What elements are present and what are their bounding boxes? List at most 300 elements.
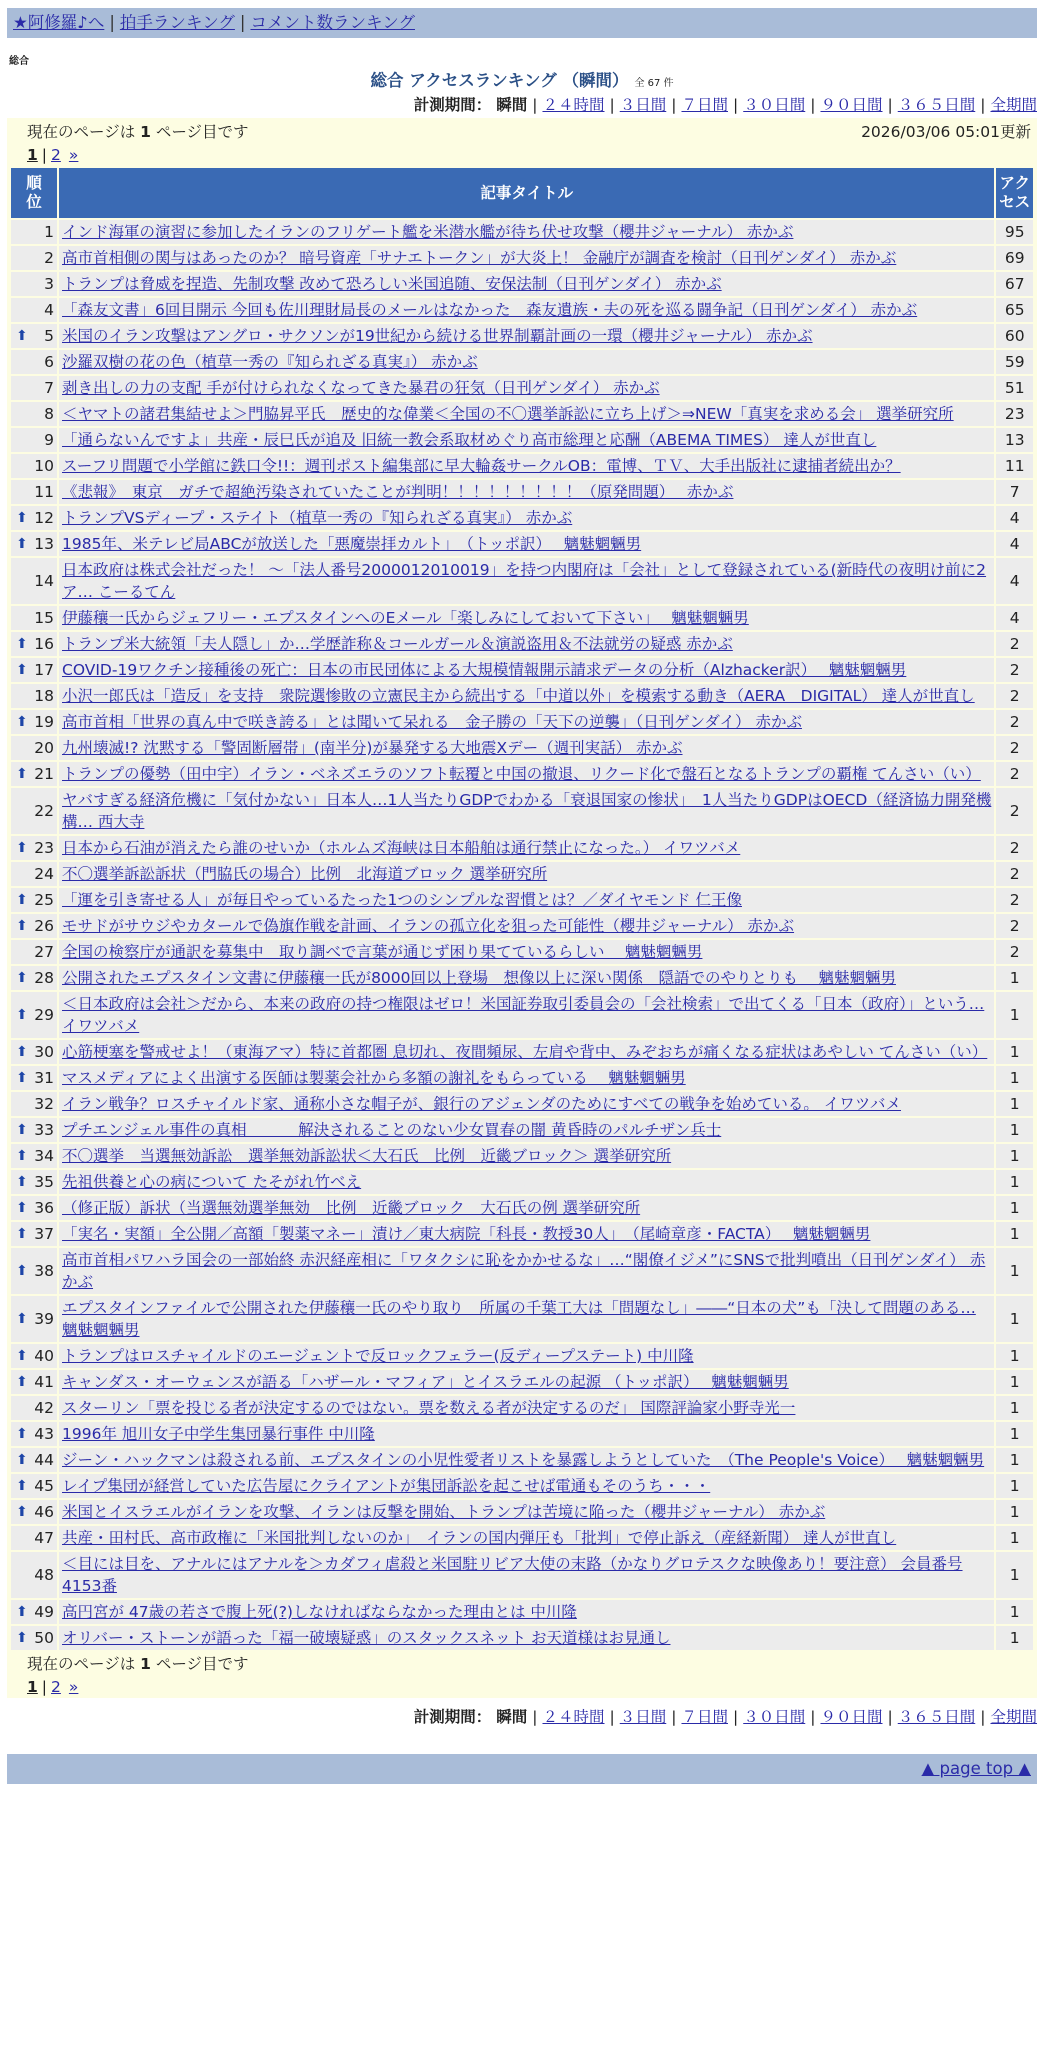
article-title-link[interactable]: 不〇選挙 当選無効訴訟 選挙無効訴訟状＜大石氏 比例 近畿ブロック＞ 選挙研究所 [62,1147,672,1165]
rank-cell [11,940,57,964]
rank-cell [11,1248,57,1294]
rank-cell [11,966,57,990]
rank-cell [11,1396,57,1420]
rank-cell [11,402,57,426]
article-title-link[interactable]: 1985年、米テレビ局ABCが放送した「悪魔崇拝カルト」 （トッポ訳） 魑魅魍魎男 [62,535,642,553]
title-cell [59,1066,994,1090]
period-link[interactable]: ２４時間 [542,96,605,114]
rank-number: 31 [34,1069,54,1087]
header-title: 記事タイトル [59,168,994,218]
rank-cell [11,1500,57,1524]
period-separator: | [671,1708,677,1726]
rank-number: 23 [34,839,54,857]
period-separator: | [532,1708,538,1726]
rank-number: 15 [34,609,54,627]
rank-cell [11,632,57,656]
pager-page-2[interactable]: 2 [51,1678,61,1696]
title-cell [59,914,994,938]
header-rank-label: 順位 [26,174,42,211]
rank-cell [11,1370,57,1394]
table-row [11,710,1033,734]
rank-number: 35 [34,1173,54,1191]
page-top-link[interactable]: ▲ page top ▲ [921,1759,1031,1778]
title-cell [59,966,994,990]
rank-number: 16 [34,635,54,653]
pager-next-arrow[interactable]: » [68,1678,79,1696]
table-header-row [11,168,1033,218]
article-title-link[interactable]: 剥き出しの力の支配 手が付けられなくなってきた暴君の狂気（日刊ゲンダイ） 赤かぶ [62,379,660,397]
rank-number: 28 [34,969,54,987]
table-row [11,684,1033,708]
nav-link-clap-ranking[interactable]: 拍手ランキング [119,13,235,32]
rank-number: 6 [44,353,54,371]
table-row [11,606,1033,630]
access-count: 1 [996,1370,1033,1394]
period-selector-bottom [7,1704,1037,1730]
table-row [11,402,1033,426]
rank-cell [11,684,57,708]
title-cell [59,1344,994,1368]
table-row [11,1600,1033,1624]
table-row [11,862,1033,886]
title-cell [59,1296,994,1342]
article-title-link[interactable]: 不〇選挙訴訟訴状（門脇氏の場合）比例 北海道ブロック 選挙研究所 [62,865,548,883]
rank-number: 49 [34,1603,54,1621]
up-arrow-icon: ⬆ [16,1478,28,1494]
article-title-link[interactable]: 1996年 旭川女子中学生集団暴行事件 中川隆 [62,1425,375,1443]
article-title-link[interactable]: 高円宮が 47歳の若さで腹上死(?)しなければならなかった理由とは 中川隆 [62,1603,577,1621]
up-arrow-icon: ⬆ [16,1348,28,1364]
access-count: 1 [996,1474,1033,1498]
article-title-link[interactable]: 共産・田村氏、高市政権に「米国批判しないのか」 イランの国内弾圧も「批判」で停止訴え（産経新聞） 達人が世直し [62,1529,897,1547]
article-title-link[interactable]: 先祖供養と心の病について たそがれ竹べえ [62,1173,362,1191]
title-cell [59,862,994,886]
up-arrow-icon: ⬆ [16,1426,28,1442]
title-cell [59,788,994,834]
table-row [11,506,1033,530]
rank-number: 33 [34,1121,54,1139]
rank-cell [11,1066,57,1090]
rank-number: 11 [34,483,54,501]
article-title-link[interactable]: キャンダス・オーウェンスが語る「ハザール・マフィア」とイスラエルの起源 （トッポ訳） 魑魅魍魎男 [62,1373,789,1391]
title-cell [59,992,994,1038]
access-count: 2 [996,888,1033,912]
rank-cell [11,532,57,556]
title-cell [59,506,994,530]
up-arrow-icon: ⬆ [16,662,28,678]
article-title-link[interactable]: モサドがサウジやカタールで偽旗作戦を計画、イランの孤立化を狙った可能性（櫻井ジャーナル） 赤かぶ [62,917,795,935]
table-row [11,1296,1033,1342]
nav-separator: | [239,13,246,32]
title-cell [59,940,994,964]
table-row [11,428,1033,452]
period-separator: | [609,1708,615,1726]
rank-number: 26 [34,917,54,935]
nav-separator: | [109,13,115,32]
period-separator: | [532,96,538,114]
rank-number: 8 [44,405,54,423]
pager-next-arrow[interactable]: » [68,146,79,164]
page-info-line-bottom [9,1652,1035,1676]
access-count: 2 [996,836,1033,860]
period-link[interactable]: ９０日間 [820,96,883,114]
header-rank [11,168,57,218]
article-title-link[interactable]: トランプVSディープ・ステイト（植草一秀の『知られざる真実』） 赤かぶ [62,509,573,527]
article-title-link[interactable]: スーフリ問題で小学館に鉄口令!!：週刊ポスト編集部に早大輪姦サークルOB：電博、ＴＶ、大手出版社に逮捕者続出か？ [62,457,901,475]
access-count: 1 [996,1092,1033,1116]
table-row [11,940,1033,964]
up-arrow-icon: ⬆ [16,1452,28,1468]
article-title-link[interactable]: COVID-19ワクチン接種後の死亡：日本の市民団体による大規模情報開示請求データの分析（Alzhacker訳） 魑魅魍魎男 [62,661,907,679]
up-arrow-icon: ⬆ [16,1174,28,1190]
title-cell [59,736,994,760]
table-row [11,1170,1033,1194]
title-cell [59,632,994,656]
article-title-link[interactable]: 全国の検察庁が通訳を募集中 取り調べで言葉が通じず困り果てているらしい 魑魅魍魎男 [62,943,703,961]
title-cell [59,428,994,452]
article-title-link[interactable]: 高市首相パワハラ国会の一部始終 赤沢経産相に「ワタクシに恥をかかせるな」…“閣僚イジメ”にSNSで批判噴出（日刊ゲンダイ） 赤かぶ [62,1251,986,1291]
rank-cell [11,992,57,1038]
article-title-link[interactable]: ジーン・ハックマンは殺される前、エプスタインの小児性愛者リストを暴露しようとしていた （The People's Voice） 魑魅魍魎男 [62,1451,985,1469]
access-count: 2 [996,762,1033,786]
rank-number: 9 [44,431,54,449]
up-arrow-icon: ⬆ [16,1200,28,1216]
period-link[interactable]: ３日間 [619,1708,667,1726]
title-cell [59,1248,994,1294]
up-arrow-icon: ⬆ [16,970,28,986]
rank-cell [11,1092,57,1116]
up-arrow-icon: ⬆ [16,510,28,526]
rank-number: 2 [44,249,54,267]
access-count: 11 [996,454,1033,478]
rank-cell [11,1296,57,1342]
article-title-link[interactable]: 「運を引き寄せる人」が毎日やっているたった1つのシンプルな習慣とは？／ダイヤモンド 仁王像 [62,891,742,909]
up-arrow-icon: ⬆ [16,1374,28,1390]
article-title-link[interactable]: エプスタインファイルで公開された伊藤穰一氏のやり取り 所属の千葉工大は「問題なし」――“日本の犬”も「決して問題のある… 魑魅魍魎男 [62,1299,976,1339]
access-count: 13 [996,428,1033,452]
article-title-link[interactable]: トランプは脅威を捏造、先制攻撃 改めて恐ろしい米国追随、安保法制（日刊ゲンダイ） 赤かぶ [62,275,722,293]
article-title-link[interactable]: 「森友文書」6回目開示 今回も佐川理財局長のメールはなかった 森友遺族・夫の死を巡る闘争記（日刊ゲンダイ） 赤かぶ [62,301,918,319]
rank-cell [11,246,57,270]
pager-current-page: 1 [27,1678,38,1696]
category-label: 総合 [9,56,29,67]
article-title-link[interactable]: 日本から石油が消えたら誰のせいか（ホルムズ海峡は日本船舶は通行禁止になった。） イワツバメ [62,839,741,857]
table-row [11,1448,1033,1472]
article-title-link[interactable]: マスメディアによく出演する医師は製薬会社から多額の謝礼をもらっている 魑魅魍魎男 [62,1069,686,1087]
rank-number: 21 [34,765,54,783]
table-row [11,1422,1033,1446]
up-arrow-icon: ⬆ [16,714,28,730]
table-row [11,888,1033,912]
title-cell [59,558,994,604]
table-row [11,736,1033,760]
rank-number: 30 [34,1043,54,1061]
article-title-link[interactable]: 沙羅双樹の花の色（植草一秀の『知られざる真実』） 赤かぶ [62,353,478,371]
table-row [11,762,1033,786]
article-title-link[interactable]: トランプの優勢（田中宇）イラン・ベネズエラのソフト転覆と中国の撤退、リクード化で盤石となるトランプの覇権 てんさい（い） [62,765,981,783]
rank-cell [11,914,57,938]
table-row [11,966,1033,990]
rank-number: 24 [34,865,54,883]
period-separator: | [609,96,615,114]
title-cell [59,1040,994,1064]
table-row [11,1526,1033,1550]
article-title-link[interactable]: トランプ米大統領「夫人隠し」か…学歴詐称＆コールガール＆演説盗用＆不法就労の疑惑 赤かぶ [62,635,733,653]
rank-number: 36 [34,1199,54,1217]
pager-bottom: 1 | 2 » [27,1678,79,1696]
article-title-link[interactable]: インド海軍の演習に参加したイランのフリゲート艦を米潜水艦が待ち伏せ攻撃（櫻井ジャーナル） 赤かぶ [62,223,794,241]
title-cell [59,658,994,682]
period-link[interactable]: ７日間 [681,96,728,114]
access-count: 69 [996,246,1033,270]
table-row [11,220,1033,244]
article-title-link[interactable]: スターリン「票を投じる者が決定するのではない。票を数える者が決定するのだ」 国際評論家小野寺光一 [62,1399,796,1417]
rank-cell [11,1040,57,1064]
up-arrow-icon: ⬆ [16,1148,28,1164]
article-title-link[interactable]: 高市首相側の関与はあったのか？ 暗号資産「サナエトークン」が大炎上！ 金融庁が調査を検討（日刊ゲンダイ） 赤かぶ [62,249,897,267]
rank-number: 50 [34,1629,54,1647]
access-count: 1 [996,1118,1033,1142]
rank-number: 38 [34,1262,54,1280]
up-arrow-icon: ⬆ [16,1007,28,1023]
article-title-link[interactable]: 伊藤穰一氏からジェフリー・エプスタインへのEメール「楽しみにしておいて下さい」 魑魅魍魎男 [62,609,749,627]
access-count: 1 [996,1526,1033,1550]
page-info: 現在のページは 1 ページ目です [27,123,249,141]
rank-number: 45 [34,1477,54,1495]
article-title-link[interactable]: イラン戦争？ロスチャイルド家、通称小さな帽子が、銀行のアジェンダのためにすべての戦争を始めている。 イワツバメ [62,1095,901,1113]
article-title-link[interactable]: ＜目には目を、アナルにはアナルを＞カダフィ虐殺と米国駐リビア大使の末路（かなりグロテスクな映像あり！要注意） 会員番号4153番 [62,1555,963,1595]
table-row [11,324,1033,348]
rank-cell [11,350,57,374]
table-row [11,1344,1033,1368]
access-count: 51 [996,376,1033,400]
access-count: 4 [996,532,1033,556]
rank-cell [11,1552,57,1598]
article-title-link[interactable]: オリバー・ストーンが語った「福一破壊疑惑」のスタックスネット お天道様はお見通し [62,1629,671,1647]
period-link[interactable]: ９０日間 [820,1708,883,1726]
rank-number: 43 [34,1425,54,1443]
access-count: 1 [996,1422,1033,1446]
table-row [11,454,1033,478]
rank-number: 37 [34,1225,54,1243]
title-cell [59,298,994,322]
period-current: 瞬間 [496,1708,528,1726]
rank-cell [11,558,57,604]
article-title-link[interactable]: 日本政府は株式会社だった！ ～「法人番号2000012010019」を持つ内閣府は「会社」として登録されている(新時代の夜明け前に2ア… こーるてん [62,561,987,601]
table-row [11,1500,1033,1524]
table-row [11,1222,1033,1246]
up-arrow-icon: ⬆ [16,918,28,934]
access-count: 2 [996,710,1033,734]
rank-cell [11,428,57,452]
access-count: 1 [996,1170,1033,1194]
article-title-link[interactable]: 米国とイスラエルがイランを攻撃、イランは反撃を開始、トランプは苦境に陥った（櫻井ジャーナル） 赤かぶ [62,1503,826,1521]
title-cell [59,272,994,296]
rank-cell [11,480,57,504]
up-arrow-icon: ⬆ [16,1122,28,1138]
article-title-link[interactable]: （修正版）訴状（当選無効選挙無効 比例 近畿ブロック 大石氏の例 選挙研究所 [62,1199,641,1217]
up-arrow-icon: ⬆ [16,328,28,344]
top-nav-bar [7,8,1037,38]
table-row [11,1040,1033,1064]
article-title-link[interactable]: ＜日本政府は会社＞だから、本来の政府の持つ権限はゼロ！米国証券取引委員会の「会社検索」で出てくる「日本（政府）」という… イワツバメ [62,995,985,1035]
up-arrow-icon: ⬆ [16,892,28,908]
up-arrow-icon: ⬆ [16,1070,28,1086]
title-cell [59,350,994,374]
period-separator: | [887,1708,893,1726]
title-cell [59,246,994,270]
rank-cell [11,1144,57,1168]
table-row [11,1144,1033,1168]
access-count: 1 [996,1626,1033,1650]
rank-cell [11,1600,57,1624]
up-arrow-icon: ⬆ [16,1630,28,1646]
up-arrow-icon: ⬆ [16,1504,28,1520]
period-link[interactable]: 全期間 [990,1708,1037,1726]
title-cell [59,376,994,400]
title-cell [59,836,994,860]
pager-page-2[interactable]: 2 [51,146,61,164]
rank-number: 14 [34,572,54,590]
period-link[interactable]: ３０日間 [743,1708,806,1726]
table-row [11,1474,1033,1498]
title-cell [59,1170,994,1194]
title-cell [59,532,994,556]
nav-link-comment-ranking[interactable]: コメント数ランキング [250,13,415,32]
rank-number: 5 [44,327,54,345]
rank-number: 48 [34,1566,54,1584]
access-count: 1 [996,1196,1033,1220]
article-title-link[interactable]: 心筋梗塞を警戒せよ！（東海アマ）特に首都圏 息切れ、夜間頻尿、左肩や背中、みぞおちが痛くなる症状はあやしい てんさい（い） [62,1043,988,1061]
access-count: 1 [996,992,1033,1038]
article-title-link[interactable]: ＜ヤマトの諸君集結せよ＞門脇昇平氏 歴史的な偉業＜全国の不〇選挙訴訟に立ち上げ＞⇒NEW「真実を求める会」 選挙研究所 [62,405,954,423]
title-cell [59,606,994,630]
article-title-link[interactable]: 公開されたエプスタイン文書に伊藤穰一氏が8000回以上登場 想像以上に深い関係 隠語でのやりとりも 魑魅魍魎男 [62,969,896,987]
period-link[interactable]: ３６５日間 [897,96,976,114]
title-cell [59,1526,994,1550]
up-arrow-icon: ⬆ [16,536,28,552]
article-title-link[interactable]: レイプ集団が経営していた広告屋にクライアントが集団訴訟を起こせば電通もそのうち・・・ [62,1477,711,1495]
table-row [11,1066,1033,1090]
title-cell [59,1626,994,1650]
access-count: 1 [996,1500,1033,1524]
article-title-link[interactable]: ヤバすぎる経済危機に「気付かない」日本人…1人当たりGDPでわかる「衰退国家の惨状」 1人当たりGDPはOECD（経済協力開発機構… 西大寺 [62,791,992,831]
title-cell [59,454,994,478]
period-link[interactable]: ２４時間 [542,1708,605,1726]
period-selector [7,92,1037,118]
table-row [11,532,1033,556]
nav-link-asyura-home[interactable]: ★阿修羅♪へ [13,13,105,32]
article-title-link[interactable]: 米国のイラン攻撃はアングロ・サクソンが19世紀から続ける世界制覇計画の一環（櫻井ジャーナル） 赤かぶ [62,327,813,345]
table-row [11,1248,1033,1294]
article-title-link[interactable]: 「通らないんですよ」共産・辰巳氏が追及 旧統一教会系取材めぐり高市総理と応酬（ABEMA TIMES） 達人が世直し [62,431,877,449]
article-title-link[interactable]: トランプはロスチャイルドのエージェントで反ロックフェラー(反ディープステート) 中川隆 [62,1347,694,1365]
access-count: 2 [996,862,1033,886]
access-count: 60 [996,324,1033,348]
table-row [11,376,1033,400]
article-title-link[interactable]: 九州壊滅!? 沈黙する「警固断層帯」(南半分)が暴発する大地震Xデー（週刊実話） 赤かぶ [62,739,683,757]
article-title-link[interactable]: 「実名・実額」全公開／高額「製薬マネー」漬け／東大病院「科長・教授30人」 （尾崎章彦・FACTA） 魑魅魍魎男 [62,1225,871,1243]
rank-number: 10 [34,457,54,475]
table-row [11,1370,1033,1394]
ranking-title-row [7,70,1037,92]
title-cell [59,1144,994,1168]
rank-number: 22 [34,802,54,820]
rank-number: 7 [44,379,54,397]
table-row [11,1626,1033,1650]
updated-timestamp: 2026/03/06 05:01更新 [861,123,1031,141]
rank-cell [11,454,57,478]
article-title-link[interactable]: プチエンジェル事件の真相 解決されることのない少女買春の闇 黄昏時のパルチザン兵士 [62,1121,722,1139]
period-separator: | [671,96,677,114]
rank-cell [11,710,57,734]
access-count: 59 [996,350,1033,374]
rank-cell [11,862,57,886]
rank-number: 4 [44,301,54,319]
access-count: 2 [996,736,1033,760]
rank-cell [11,762,57,786]
title-cell [59,710,994,734]
access-count: 2 [996,914,1033,938]
title-cell [59,1222,994,1246]
access-count: 4 [996,506,1033,530]
access-count: 1 [996,1396,1033,1420]
period-link[interactable]: ７日間 [681,1708,728,1726]
access-count: 4 [996,558,1033,604]
rank-cell [11,736,57,760]
access-count: 95 [996,220,1033,244]
up-arrow-icon: ⬆ [16,1226,28,1242]
period-link[interactable]: ３６５日間 [897,1708,976,1726]
rank-cell [11,220,57,244]
rank-cell [11,606,57,630]
table-row [11,480,1033,504]
table-row [11,1092,1033,1116]
rank-number: 13 [34,535,54,553]
rank-number: 44 [34,1451,54,1469]
table-row [11,558,1033,604]
period-separator: | [980,1708,986,1726]
access-count: 1 [996,1344,1033,1368]
period-link[interactable]: ３０日間 [743,96,806,114]
title-cell [59,402,994,426]
rank-cell [11,298,57,322]
title-cell [59,684,994,708]
rank-cell [11,1196,57,1220]
up-arrow-icon: ⬆ [16,766,28,782]
rank-cell [11,658,57,682]
article-title-link[interactable]: 高市首相「世界の真ん中で咲き誇る」とは聞いて呆れる 金子勝の「天下の逆襲」（日刊ゲンダイ） 赤かぶ [62,713,802,731]
article-title-link[interactable]: 《悲報》 東京 ガチで超絶汚染されていたことが判明！！！！！！！！！（原発問題） 赤かぶ [62,483,734,501]
rank-number: 32 [34,1095,54,1113]
table-row [11,836,1033,860]
title-cell [59,324,994,348]
up-arrow-icon: ⬆ [16,840,28,856]
rank-cell [11,1448,57,1472]
rank-cell [11,1474,57,1498]
rank-number: 41 [34,1373,54,1391]
header-access-label: アクセス [999,174,1031,211]
period-separator: | [733,1708,739,1726]
access-count: 1 [996,1222,1033,1246]
title-cell [59,1500,994,1524]
article-title-link[interactable]: 小沢一郎氏は「造反」を支持 衆院選惨敗の立憲民主から続出する「中道以外」を模索する動き（AERA DIGITAL） 達人が世直し [62,687,975,705]
table-row [11,788,1033,834]
period-link[interactable]: ３日間 [619,96,667,114]
table-row [11,992,1033,1038]
period-link[interactable]: 全期間 [990,96,1037,114]
pager-current-page: 1 [27,146,38,164]
